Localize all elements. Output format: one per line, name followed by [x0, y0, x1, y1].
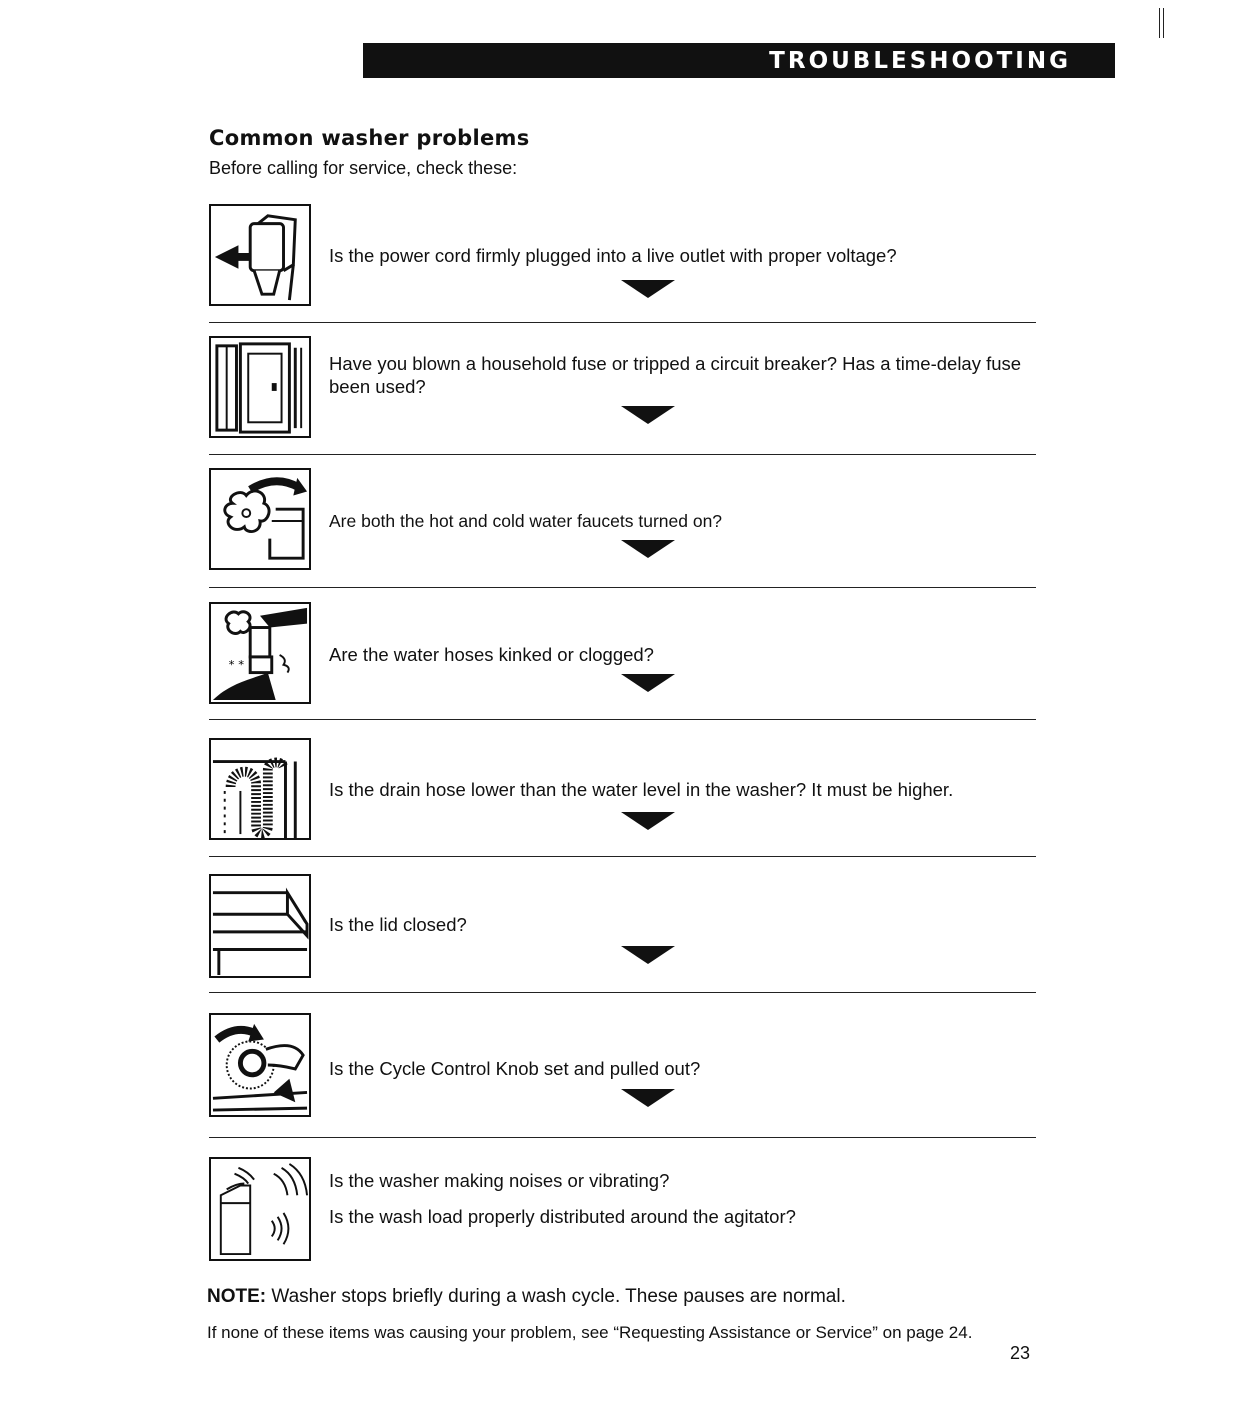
- down-arrow-icon: [621, 406, 675, 424]
- check-question: Are the water hoses kinked or clogged?: [329, 644, 654, 665]
- check-question: Is the power cord firmly plugged into a live outlet with proper voltage?: [329, 245, 897, 266]
- svg-text:* *: * *: [228, 657, 245, 672]
- washer-vibration-icon: [209, 1157, 311, 1261]
- faucet-icon: [209, 468, 311, 570]
- down-arrow-icon: [621, 1089, 675, 1107]
- down-arrow-icon: [621, 946, 675, 964]
- check-question: Are both the hot and cold water faucets turned on?: [329, 511, 723, 531]
- check-item-power-cord: [209, 204, 1036, 314]
- divider: [209, 1137, 1036, 1138]
- down-arrow-icon: [621, 280, 675, 298]
- washer-lid-icon: [209, 874, 311, 978]
- check-question: Is the washer making noises or vibrating?: [329, 1170, 670, 1191]
- check-item-fuse: [209, 336, 1036, 446]
- section-intro: Before calling for service, check these:: [209, 158, 518, 178]
- check-item-faucets: [209, 468, 1036, 578]
- check-question: Is the drain hose lower than the water level in the washer? It must be higher.: [329, 779, 954, 800]
- header-bar: [363, 43, 1115, 78]
- check-question: Is the Cycle Control Knob set and pulled out?: [329, 1058, 701, 1079]
- section-title: Common washer problems: [209, 126, 530, 150]
- check-question: Is the lid closed?: [329, 914, 467, 935]
- check-item-vibration: [209, 1157, 1036, 1263]
- divider: [209, 856, 1036, 857]
- down-arrow-icon: [621, 540, 675, 558]
- divider: [209, 454, 1036, 455]
- note: [207, 1286, 846, 1308]
- check-item-hoses: [209, 602, 1036, 712]
- check-item-lid: [209, 874, 1036, 984]
- drain-hose-icon: [209, 738, 311, 840]
- down-arrow-icon: [621, 812, 675, 830]
- cycle-knob-icon: [209, 1013, 311, 1117]
- divider: [209, 322, 1036, 323]
- check-question: Have you blown a household fuse or tripped a circuit breaker? Has a time-delay fuse been used?: [329, 353, 1022, 397]
- page-number: 23: [1010, 1343, 1031, 1363]
- divider: [209, 992, 1036, 993]
- footer-reference: If none of these items was causing your problem, see “Requesting Assistance or Service” on page 24.: [207, 1323, 973, 1342]
- fuse-box-icon: [209, 336, 311, 438]
- note-label: NOTE:: [207, 1286, 267, 1307]
- check-item-drain-hose: [209, 738, 1036, 848]
- power-plug-icon: [209, 204, 311, 306]
- down-arrow-icon: [621, 674, 675, 692]
- check-question: Is the wash load properly distributed around the agitator?: [329, 1206, 796, 1227]
- divider: [209, 719, 1036, 720]
- check-item-cycle-knob: [209, 1013, 1036, 1123]
- divider: [209, 587, 1036, 588]
- page-title: TROUBLESHOOTING: [769, 47, 1071, 74]
- note-text: Washer stops briefly during a wash cycle. These pauses are normal.: [266, 1286, 846, 1307]
- water-hose-icon: [209, 602, 311, 704]
- margin-mark: [1159, 8, 1164, 38]
